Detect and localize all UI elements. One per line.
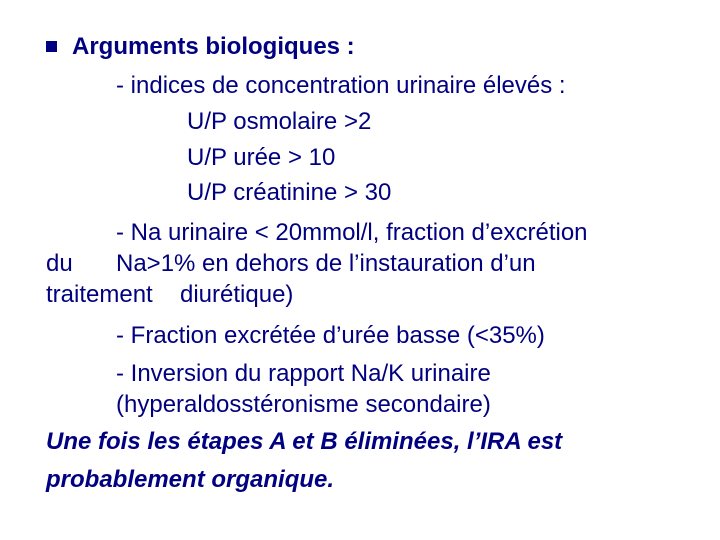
sodium-line-3-diuretique: diurétique) <box>180 281 294 308</box>
ratio-inversion-line: - Inversion du rapport Na/K urinaire <box>116 360 491 387</box>
index-creatinine: U/P créatinine > 30 <box>187 179 392 206</box>
conclusion-line-1: Une fois les étapes A et B éliminées, l’IRA est <box>46 428 563 455</box>
urea-fraction-line: - Fraction excrétée d’urée basse (<35%) <box>116 322 545 349</box>
conclusion-line-2: probablement organique. <box>46 466 335 493</box>
urinary-indices-intro: - indices de concentration urinaire élevés : <box>116 72 566 99</box>
ratio-inversion-note: (hyperaldosstéronisme secondaire) <box>116 391 491 418</box>
bullet-square-icon <box>46 41 57 52</box>
heading-arguments-biologiques: Arguments biologiques : <box>72 33 355 60</box>
sodium-line-2-rest: Na>1% en dehors de l’instauration d’un <box>116 250 536 277</box>
index-uree: U/P urée > 10 <box>187 144 336 171</box>
index-osmolaire: U/P osmolaire >2 <box>187 108 372 135</box>
sodium-line-1: - Na urinaire < 20mmol/l, fraction d’excrétion <box>116 219 588 246</box>
sodium-line-3-traitement: traitement <box>46 281 153 308</box>
sodium-line-2-du: du <box>46 250 73 277</box>
